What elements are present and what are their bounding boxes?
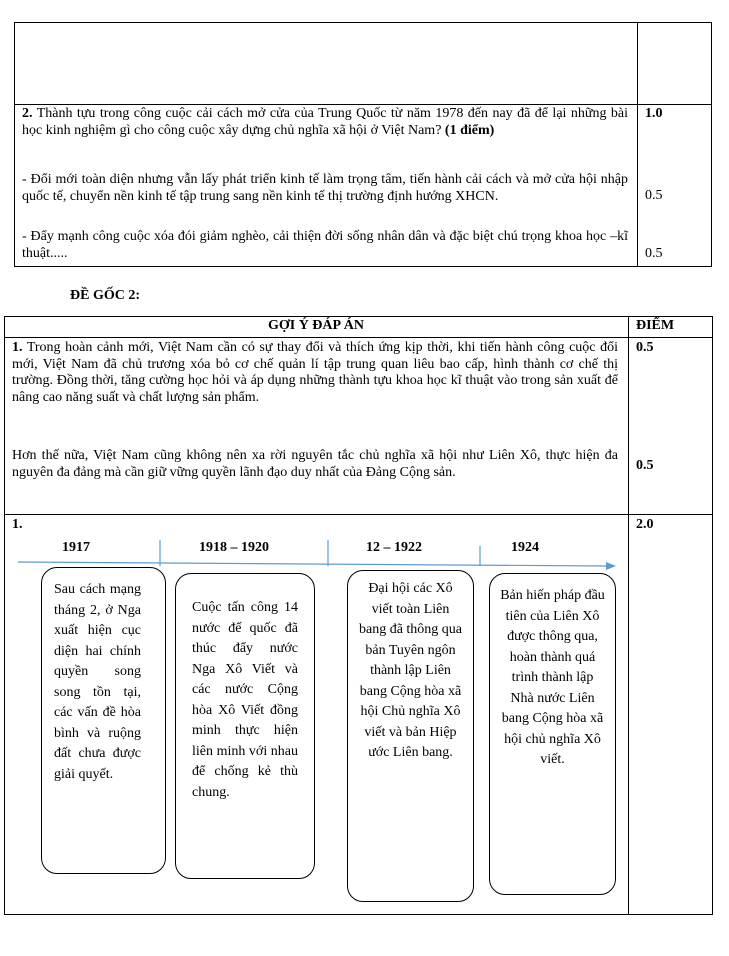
question-1b-number: 1. (12, 517, 23, 532)
answer-2-point-2-score: 0.5 (645, 246, 663, 261)
question-1-number: 1. (12, 340, 23, 355)
header-answer: GỢI Ý ĐÁP ÁN (267, 318, 365, 333)
answer-1-paragraph-2: Hơn thế nữa, Việt Nam cũng không nên xa rời nguyên tắc chủ nghĩa xã hội như Liên Xô, thực hiện đa nguyên đa đảng mà cần giữ vững quyền lãnh đạo duy nhất của Đảng Cộng sản. (12, 448, 618, 480)
header-score: ĐIỂM (636, 318, 675, 333)
answer-1-paragraph-2-score: 0.5 (636, 458, 654, 473)
answer-1-paragraph-1-body: Trong hoàn cảnh mới, Việt Nam cần có sự thay đổi và thích ứng kịp thời, khi tiến hành công cuộc đổi mới, Việt Nam đã chủ trương xóa bỏ cơ chế quản lí tập trung quan liêu bao cấp, hình thành cơ chế thị trường. Đồng thời, tăng cường học hỏi và áp dụng những thành tựu khoa học kĩ thuật vào trong sản xuất để nâng cao năng suất và chất lượng sản phẩm. (12, 340, 618, 405)
timeline-box-1918-1920: Cuộc tấn công 14 nước đế quốc đã thúc đẩy nước Nga Xô Viết và các nước Cộng hòa Xô Viết đồng minh thực hiện liên minh với nhau để chống kẻ thù chung. (175, 573, 315, 879)
question-2-body: Thành tựu trong công cuộc cải cách mở cửa của Trung Quốc từ năm 1978 đến nay đã để lại những bài học kinh nghiệm gì cho công cuộc xây dựng chủ nghĩa xã hội ở Việt Nam? (22, 106, 628, 138)
timeline-year-1918-1920: 1918 – 1920 (199, 540, 269, 555)
timeline-box-1922: Đại hội các Xô viết toàn Liên bang đã thông qua bản Tuyên ngôn thành lập Liên bang Cộng hòa xã hội Chủ nghĩa Xô viết và bản Hiệp ước Liên bang. (347, 570, 474, 902)
timeline-box-1917: Sau cách mạng tháng 2, ở Nga xuất hiện cục diện hai chính quyền song song tồn tại, các vấn đề hòa bình và ruộng đất chưa được giải quyết. (41, 567, 166, 874)
section-title: ĐỀ GỐC 2: (70, 288, 140, 303)
timeline-year-1917: 1917 (62, 540, 90, 555)
answer-2-point-1-score: 0.5 (645, 188, 663, 203)
timeline-year-1924: 1924 (511, 540, 539, 555)
answer-1-paragraph-1-score: 0.5 (636, 340, 654, 355)
question-1b-score: 2.0 (636, 517, 654, 532)
answer-2-point-1: - Đổi mới toàn diện nhưng vẫn lấy phát triển kinh tế làm trọng tâm, tiến hành cải cách và mở cửa hội nhập quốc tế, chuyển nền kinh tế tập trung sang nền kinh tế thị trường định hướng XHCN. (22, 172, 628, 204)
timeline-box-1924: Bản hiến pháp đầu tiên của Liên Xô được thông qua, hoàn thành quá trình thành lập Nhà nước Liên bang Cộng hòa xã hội chủ nghĩa Xô viết. (489, 573, 616, 895)
question-2-score: 1.0 (645, 106, 663, 121)
timeline-year-1922: 12 – 1922 (366, 540, 422, 555)
answer-2-point-2: - Đẩy mạnh công cuộc xóa đói giảm nghèo, cải thiện đời sống nhân dân và đặc biệt chú trọng khoa học –kĩ thuật..... (22, 229, 628, 261)
question-2-number: 2. (22, 106, 33, 121)
question-2-points: (1 điểm) (444, 122, 495, 138)
